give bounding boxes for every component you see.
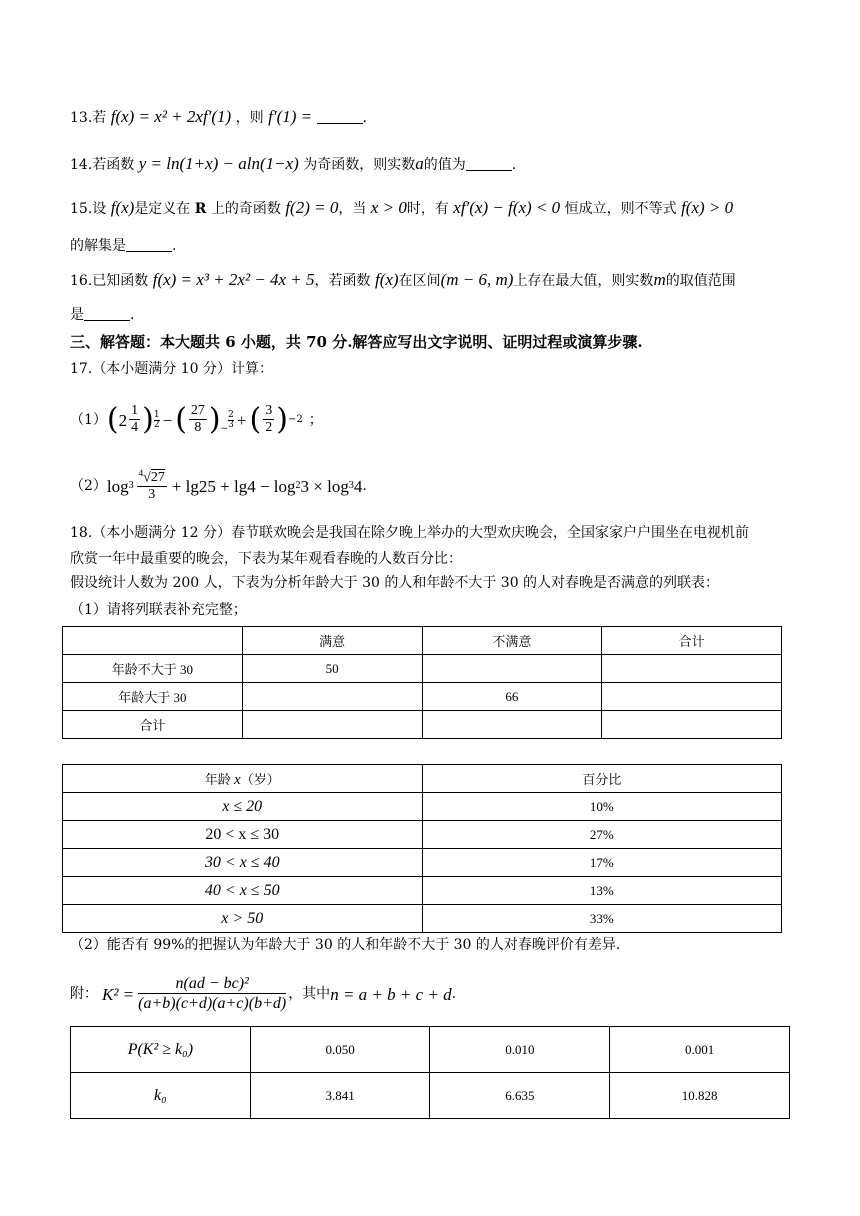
question-17-heading: 17.（本小题满分 10 分）计算： bbox=[70, 361, 273, 377]
table-row bbox=[63, 877, 782, 905]
table-cell: 10% bbox=[422, 793, 782, 821]
q16-text: 的取值范围 bbox=[665, 273, 736, 289]
question-18-line-1: 18.（本小题满分 12 分）春节联欢晚会是我国在除夕晚上举办的大型欢庆晚会，全国家家户户围坐在电视机前 bbox=[70, 525, 749, 541]
log-expression: 4 bbox=[353, 476, 363, 496]
answer-blank bbox=[317, 109, 363, 124]
table-cell: 0.050 bbox=[250, 1027, 430, 1073]
table-row bbox=[71, 1027, 790, 1073]
q14-period: . bbox=[511, 157, 517, 173]
q14-text: 为奇函数，则实数 bbox=[303, 157, 416, 173]
question-13 bbox=[70, 108, 367, 125]
table-row bbox=[63, 655, 782, 683]
table-cell: 50 bbox=[242, 655, 422, 683]
table-header: 合计 bbox=[602, 627, 782, 655]
table-cell: 年龄不大于 30 bbox=[63, 655, 243, 683]
q16-variable: m bbox=[653, 270, 666, 289]
k-squared: K² = bbox=[102, 984, 135, 1004]
critical-value-table bbox=[70, 1026, 790, 1119]
table-header: 满意 bbox=[242, 627, 422, 655]
q14-text-end: 的值为 bbox=[423, 157, 466, 173]
q14-function: y = ln(1+x) − aln(1−x) bbox=[138, 154, 299, 173]
log-base: 3 bbox=[128, 480, 134, 491]
answer-blank bbox=[84, 306, 130, 321]
q17-part2-end: . bbox=[362, 478, 367, 494]
question-18-part-1: （1）请将列联表补充完整； bbox=[70, 602, 247, 618]
table-header: 不满意 bbox=[422, 627, 602, 655]
q17-part1-end: ； bbox=[308, 412, 323, 428]
table-row bbox=[63, 711, 782, 739]
q15-condition-x: x > 0 bbox=[370, 198, 407, 217]
table-cell bbox=[242, 683, 422, 711]
q13-equation: f(x) = x² + 2xf′(1) bbox=[110, 107, 232, 126]
fraction-3-2: $\frac{3}{2}$ bbox=[265, 403, 273, 436]
table-cell: 10.828 bbox=[610, 1073, 790, 1119]
table-row bbox=[71, 1073, 790, 1119]
q15-function: f(x) bbox=[110, 198, 135, 217]
question-14 bbox=[70, 155, 516, 172]
question-17-part-1: （1） ( 2 $\frac{1}{4}$ ) 1 2 − ( $\frac{27}{8}$ ) − $\frac{2}{3}$ + ( $\frac{3}{2}$ ) −2 ； bbox=[70, 402, 323, 437]
q13-period: . bbox=[362, 110, 368, 126]
log-expression: 3 × log bbox=[300, 476, 349, 496]
question-17-part-2 bbox=[70, 466, 367, 506]
attach-text: ，其中 bbox=[288, 986, 331, 1002]
q14-variable: a bbox=[415, 154, 424, 173]
q16-text: 在区间 bbox=[398, 273, 441, 289]
table-cell: 27% bbox=[422, 821, 782, 849]
q16-text: 是 bbox=[70, 307, 84, 323]
mixed-whole: 2 bbox=[118, 410, 128, 430]
chi-square-fraction: $\frac{\text{n(ad − bc)²}}{(a+b)(c+d)(a+c)(b+d)}$ bbox=[138, 974, 287, 1013]
attach-label: 附： bbox=[70, 986, 98, 1002]
q16-function: f(x) = x³ + 2x² − 4x + 5 bbox=[152, 270, 315, 289]
fraction-27-8: $\frac{27}{8}$ bbox=[190, 403, 205, 436]
table-cell: 年龄大于 30 bbox=[63, 683, 243, 711]
answer-blank bbox=[466, 156, 512, 171]
table-cell bbox=[602, 683, 782, 711]
q13-target: f′(1) = bbox=[268, 107, 313, 126]
table-cell: 3.841 bbox=[250, 1073, 430, 1119]
age-distribution-table bbox=[62, 764, 782, 933]
q15-target-inequality: f(x) > 0 bbox=[681, 198, 734, 217]
table-cell: x > 50 bbox=[63, 905, 423, 933]
table-cell bbox=[602, 711, 782, 739]
q15-text: 的解集是 bbox=[70, 238, 126, 254]
table-cell: 40 < x ≤ 50 bbox=[63, 877, 423, 905]
table-header: P(K² ≥ k₀) bbox=[71, 1027, 251, 1073]
chi-square-formula bbox=[70, 972, 456, 1016]
q14-number: 14.若函数 bbox=[70, 157, 135, 173]
q15-text: 恒成立，则不等式 bbox=[564, 201, 677, 217]
table-cell: 30 < x ≤ 40 bbox=[63, 849, 423, 877]
q15-inequality: xf′(x) − f(x) < 0 bbox=[453, 198, 561, 217]
q17-part2-label: （2） bbox=[70, 478, 107, 494]
q13-number: 13.若 bbox=[70, 110, 107, 126]
q13-text: ，则 bbox=[235, 110, 264, 126]
table-cell: 0.001 bbox=[610, 1027, 790, 1073]
q16-period: . bbox=[130, 307, 135, 323]
table-cell: 6.635 bbox=[430, 1073, 610, 1119]
log-base: 3 bbox=[348, 480, 354, 491]
table-row bbox=[63, 765, 782, 793]
q15-period: . bbox=[172, 238, 177, 254]
question-15 bbox=[70, 199, 733, 216]
log-base: 2 bbox=[295, 480, 301, 491]
q16-text: ，若函数 bbox=[314, 273, 371, 289]
table-header: 百分比 bbox=[422, 765, 782, 793]
table-cell bbox=[242, 711, 422, 739]
contingency-table bbox=[62, 626, 782, 739]
fraction-1-4: $\frac{1}{4}$ bbox=[131, 403, 139, 436]
table-cell: 33% bbox=[422, 905, 782, 933]
table-cell: 20 < x ≤ 30 bbox=[63, 821, 423, 849]
table-cell: 合计 bbox=[63, 711, 243, 739]
question-16 bbox=[70, 271, 736, 288]
exponent-neg-2-3: − $\frac{2}{3}$ bbox=[220, 409, 234, 434]
answer-blank bbox=[126, 237, 172, 252]
table-cell: 13% bbox=[422, 877, 782, 905]
log-expression: + lg25 + lg4 − log bbox=[171, 476, 296, 496]
q16-text: 上存在最大值，则实数 bbox=[513, 273, 654, 289]
table-row bbox=[63, 905, 782, 933]
table-row bbox=[63, 849, 782, 877]
root-fraction: $\frac{^4√27}{3}$ bbox=[138, 467, 165, 503]
table-row bbox=[63, 683, 782, 711]
table-cell: 0.010 bbox=[430, 1027, 610, 1073]
table-header bbox=[63, 627, 243, 655]
table-row bbox=[63, 627, 782, 655]
q15-text: 时，有 bbox=[406, 201, 449, 217]
question-18-line-2: 欣赏一年中最重要的晚会，下表为某年观看春晚的人数百分比： bbox=[70, 551, 462, 567]
section-heading: 三、解答题：本大题共 6 小题，共 70 分.解答应写出文字说明、证明过程或演算步骤. bbox=[70, 333, 643, 351]
question-16-line-2 bbox=[70, 306, 134, 322]
table-header: k₀ bbox=[71, 1073, 251, 1119]
q16-number: 16.已知函数 bbox=[70, 273, 149, 289]
attach-period: . bbox=[451, 986, 457, 1002]
table-cell: 17% bbox=[422, 849, 782, 877]
question-15-line-2 bbox=[70, 237, 176, 253]
question-18-line-3: 假设统计人数为 200 人，下表为分析年龄大于 30 的人和年龄不大于 30 的人对春晚是否满意的列联表： bbox=[70, 575, 720, 591]
table-cell: 66 bbox=[422, 683, 602, 711]
table-cell bbox=[422, 655, 602, 683]
q15-real-set: R bbox=[194, 201, 207, 217]
q17-part1-label: （1） bbox=[70, 412, 107, 428]
exponent-1-2: 1 2 bbox=[153, 409, 160, 430]
question-18-part-2: （2）能否有 99%的把握认为年龄大于 30 的人和年龄不大于 30 的人对春晚评价有差异. bbox=[70, 937, 621, 953]
table-row bbox=[63, 821, 782, 849]
q15-text: ，当 bbox=[338, 201, 367, 217]
exponent-neg-2: −2 bbox=[287, 414, 303, 425]
q15-text: 是定义在 bbox=[134, 201, 191, 217]
table-row bbox=[63, 793, 782, 821]
q15-text: 上的奇函数 bbox=[210, 201, 281, 217]
q16-interval: (m − 6, m) bbox=[440, 270, 514, 289]
table-cell: x ≤ 20 bbox=[63, 793, 423, 821]
q16-function-ref: f(x) bbox=[374, 270, 399, 289]
n-definition: n = a + b + c + d bbox=[330, 984, 452, 1004]
q15-number: 15.设 bbox=[70, 201, 107, 217]
log-term: log bbox=[106, 476, 129, 496]
q15-condition: f(2) = 0 bbox=[285, 198, 339, 217]
table-cell bbox=[422, 711, 602, 739]
table-header: 年龄 x（岁） bbox=[63, 765, 423, 793]
table-cell bbox=[602, 655, 782, 683]
